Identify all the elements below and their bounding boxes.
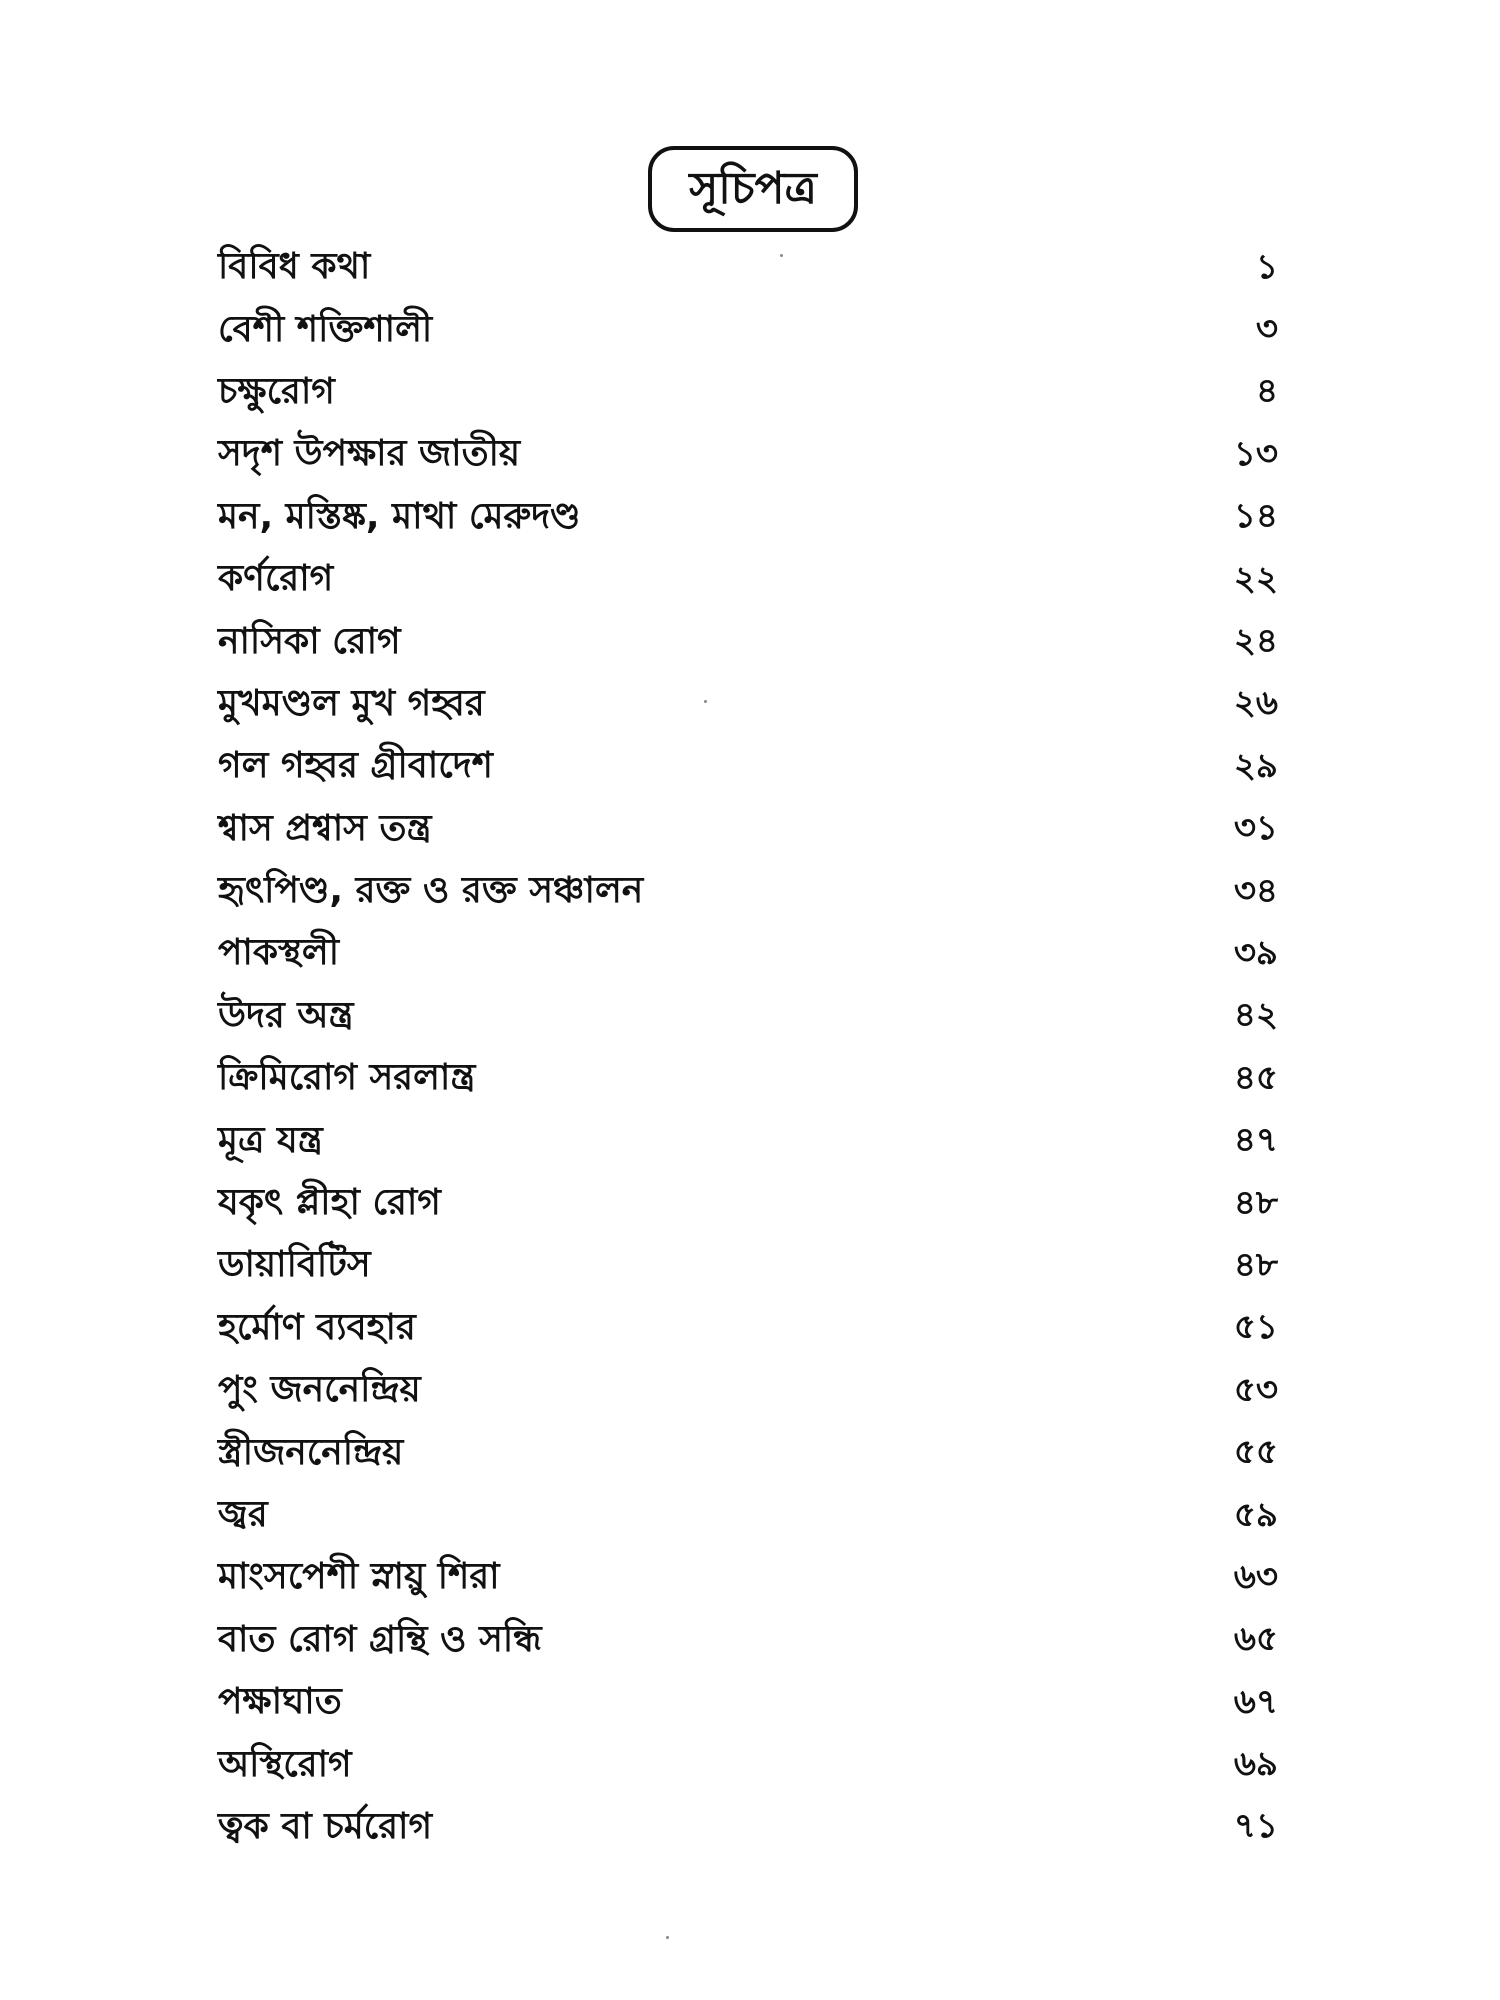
toc-entry-title: স্ত্রীজননেন্দ্রিয় [218, 1431, 404, 1473]
toc-entry-page-number: ৭১ [1233, 1806, 1278, 1847]
toc-entry-page-number: ৪৮ [1233, 1182, 1278, 1223]
toc-entry-title: নাসিকা রোগ [218, 620, 401, 662]
toc-entry [218, 1798, 1278, 1860]
toc-entry-page-number: ৪৫ [1233, 1057, 1278, 1098]
toc-entry-page-number: ১ [1255, 246, 1278, 287]
toc-entry-page-number: ৩১ [1233, 808, 1278, 849]
toc-entry-page-number: ৪৮ [1233, 1244, 1278, 1285]
toc-entry-title: বিবিধ কথা [218, 246, 371, 288]
toc-entry-title: ক্রিমিরোগ সরলান্ত্র [218, 1057, 476, 1099]
toc-entry-title: ডায়াবিটিস [218, 1244, 371, 1286]
toc-entry-page-number: ২৬ [1233, 683, 1278, 724]
toc-entry [218, 1735, 1278, 1797]
toc-entry-page-number: ৫৩ [1233, 1369, 1278, 1410]
toc-entry [218, 737, 1278, 799]
toc-entry-title: বেশী শক্তিশালী [218, 308, 433, 350]
toc-entry-title: হর্মোণ ব্যবহার [218, 1306, 416, 1348]
toc-entry [218, 1236, 1278, 1298]
toc-entry [218, 425, 1278, 487]
toc-entry-title: যকৃৎ প্লীহা রোগ [218, 1182, 441, 1224]
page-title: সূচিপত্র [689, 163, 817, 214]
toc-entry [218, 800, 1278, 862]
toc-entry-title: ত্বক বা চর্মরোগ [218, 1805, 433, 1847]
toc-entry [218, 987, 1278, 1049]
toc-entry-title: কর্ণরোগ [218, 558, 334, 600]
toc-entry-title: জ্বর [218, 1494, 268, 1535]
toc-entry-page-number: ১৩ [1233, 433, 1278, 474]
toc-entry [218, 1111, 1278, 1173]
toc-entry-title: মূত্র যন্ত্র [218, 1119, 323, 1161]
toc-entry [218, 300, 1278, 362]
toc-entry-title: হৃৎপিণ্ড, রক্ত ও রক্ত সঞ্চালন [218, 870, 644, 912]
toc-entry [218, 550, 1278, 612]
toc-entry-title: মুখমণ্ডল মুখ গহ্বর [218, 682, 485, 724]
toc-entry [218, 1299, 1278, 1361]
toc-entry-page-number: ৫৫ [1233, 1432, 1278, 1473]
toc-entry-page-number: ৪৭ [1233, 1120, 1278, 1161]
toc-entry [218, 675, 1278, 737]
toc-entry-title: গল গহ্বর গ্রীবাদেশ [218, 745, 493, 787]
toc-entry-page-number: ৫৯ [1233, 1494, 1278, 1535]
toc-entry [218, 363, 1278, 425]
toc-entry-page-number: ২২ [1233, 558, 1278, 599]
toc-entry [218, 488, 1278, 550]
heading-frame [648, 146, 858, 232]
toc-entry [218, 1174, 1278, 1236]
toc-entry-title: পাকস্থলী [218, 932, 340, 974]
toc-entry [218, 238, 1278, 300]
toc-entry-title: পক্ষাঘাত [218, 1681, 342, 1723]
toc-entry-page-number: ৬৩ [1233, 1556, 1278, 1597]
toc-entry-page-number: ৩৪ [1233, 870, 1278, 911]
toc-entry-page-number: ৩ [1255, 309, 1278, 350]
toc-entry [218, 862, 1278, 924]
toc-entry-page-number: ৪ [1255, 371, 1278, 412]
toc-entry-title: মাংসপেশী স্নায়ু শিরা [218, 1556, 500, 1598]
toc-entry-title: বাত রোগ গ্রন্থি ও সন্ধি [218, 1618, 542, 1660]
toc-entry-page-number: ৫১ [1233, 1307, 1278, 1348]
toc-entry-page-number: ৬৭ [1233, 1681, 1278, 1722]
toc-entry-page-number: ৬৫ [1233, 1619, 1278, 1660]
toc-entry-page-number: ৪২ [1233, 995, 1278, 1036]
toc-entry [218, 1548, 1278, 1610]
print-speck [704, 700, 707, 703]
print-speck [780, 254, 783, 257]
toc-entry [218, 1423, 1278, 1485]
toc-entry-title: শ্বাস প্রশ্বাস তন্ত্র [218, 807, 432, 849]
toc-entry [218, 1611, 1278, 1673]
toc-entry [218, 1361, 1278, 1423]
toc-entry-title: চক্ষুরোগ [218, 370, 335, 412]
toc-entry-title: অস্থিরোগ [218, 1743, 352, 1785]
table-of-contents [218, 238, 1278, 1860]
toc-entry [218, 924, 1278, 986]
toc-entry-page-number: ২৯ [1233, 745, 1278, 786]
toc-entry [218, 1049, 1278, 1111]
toc-entry [218, 1673, 1278, 1735]
toc-entry-title: সদৃশ উপক্ষার জাতীয় [218, 433, 521, 475]
toc-entry [218, 1486, 1278, 1548]
print-speck [666, 1936, 669, 1939]
toc-entry-page-number: ৬৯ [1233, 1744, 1278, 1785]
toc-entry-title: উদর অন্ত্র [218, 994, 354, 1036]
toc-entry [218, 612, 1278, 674]
toc-entry-title: পুং জননেন্দ্রিয় [218, 1369, 421, 1411]
toc-entry-page-number: ২৪ [1233, 621, 1278, 662]
toc-entry-title: মন, মস্তিষ্ক, মাথা মেরুদণ্ড [218, 495, 581, 537]
toc-entry-page-number: ১৪ [1233, 496, 1278, 537]
toc-entry-page-number: ৩৯ [1233, 932, 1278, 973]
